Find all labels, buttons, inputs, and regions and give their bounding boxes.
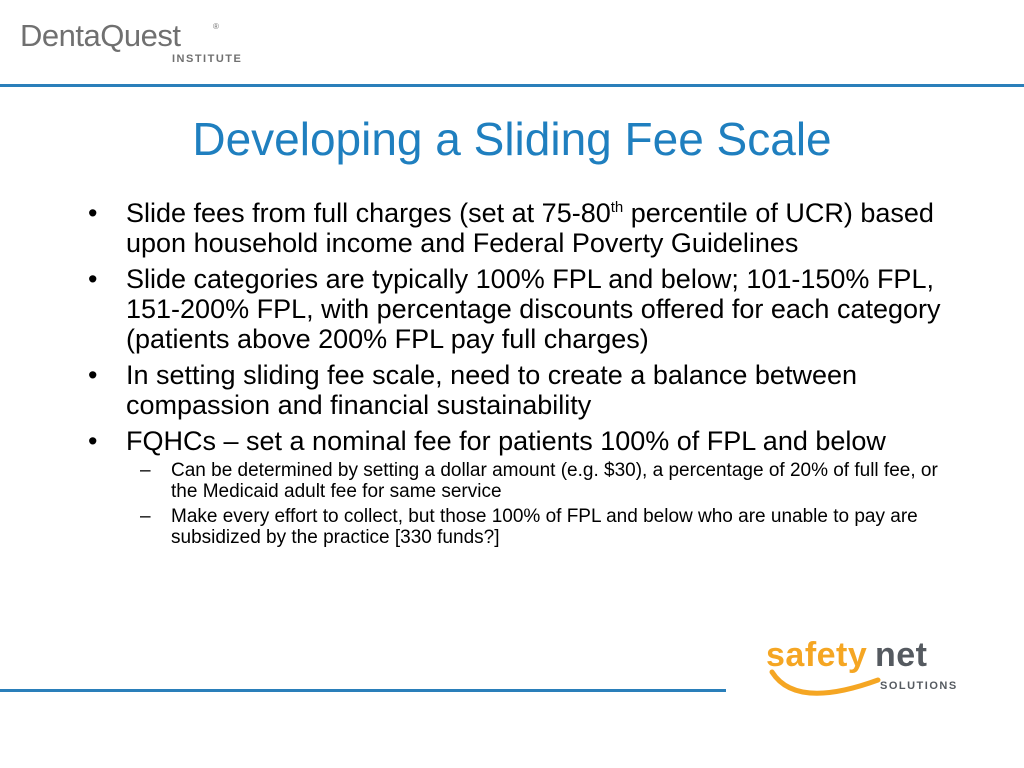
sub-bullet-text: Can be determined by setting a dollar amount (e.g. $30), a percentage of 20% of full fee, or the Medicaid adult fee for same service [171,460,938,502]
bullet-text: Slide fees from full charges (set at 75-80 [126,198,611,228]
bullet-item [88,264,968,354]
bullet-text: FQHCs – set a nominal fee for patients 100% of FPL and below [126,426,886,456]
bullet-text: Slide categories are typically 100% FPL and below; 101-150% FPL, 151-200% FPL, with percentage discounts offered for each category (patients above 200% FPL pay full charges) [126,264,941,354]
bullet-marker: • [88,360,98,390]
bullet-item [88,198,968,258]
dentaquest-logo-text: DentaQuest [20,18,181,53]
footer-divider [0,689,726,692]
bullet-text: In setting sliding fee scale, need to create a balance between compassion and financial sustainability [126,360,857,420]
slide-title: Developing a Sliding Fee Scale [192,113,832,165]
bullet-text-continued: percentile of UCR) based upon household income and Federal Poverty Guidelines [126,198,934,258]
safety-net-solutions-logo [766,636,976,712]
slide-body [88,198,968,552]
safety-net-logo-safety: safety [766,636,868,674]
dentaquest-institute-logo [20,18,260,68]
bullet-marker: • [88,264,98,294]
safety-net-logo-solutions: SOLUTIONS [880,680,958,692]
bullet-item [88,426,968,456]
header-divider [0,84,1024,87]
swoosh-icon [766,664,886,710]
sub-bullet-text: Make every effort to collect, but those 100% of FPL and below who are unable to pay are subsidized by the practice [330 funds?] [171,506,918,548]
bullet-superscript: th [610,199,624,216]
dentaquest-logo-mark: ® [213,22,219,31]
sub-bullet-marker: – [140,506,151,527]
sub-bullet-item [88,460,968,502]
safety-net-logo-net: net [875,636,928,674]
sub-bullet-marker: – [140,460,151,481]
dentaquest-logo-subtitle: INSTITUTE [172,53,243,65]
bullet-marker: • [88,426,98,456]
sub-bullet-item [88,506,968,548]
bullet-marker: • [88,198,98,228]
bullet-item [88,360,968,420]
